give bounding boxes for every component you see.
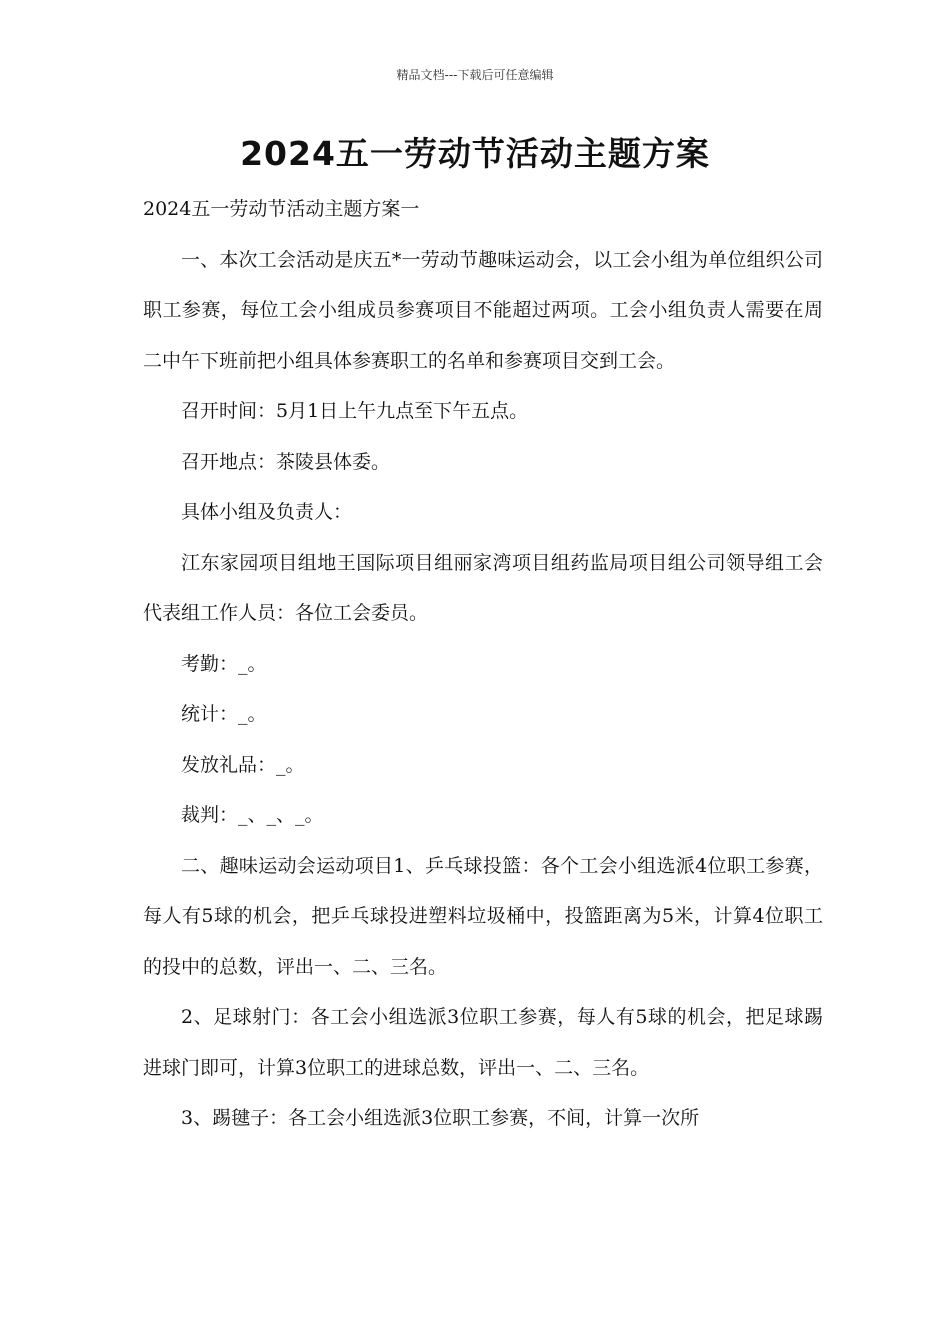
paragraph: 具体小组及负责人： bbox=[181, 501, 353, 523]
paragraph: 裁判：_、_、_。 bbox=[181, 804, 324, 826]
paragraph: 2、足球射门：各工会小组选派3位职工参赛，每人有5球的机会，把足球踢进球门即可，计算3位职工的进球总数，评出一、二、三名。 bbox=[143, 1006, 823, 1079]
paragraph: 召开时间：5月1日上午九点至下午五点。 bbox=[181, 400, 529, 422]
paragraph: 二、趣味运动会运动项目1、乒乓球投篮：各个工会小组选派4位职工参赛，每人有5球的机会，把乒乓球投进塑料垃圾桶中，投篮距离为5米，计算4位职工的投中的总数，评出一、二、三名。 bbox=[143, 854, 823, 978]
document-title: 2024五一劳动节活动主题方案 bbox=[240, 134, 710, 173]
paragraph: 考勤：_。 bbox=[181, 652, 267, 675]
paragraph: 召开地点：茶陵县体委。 bbox=[181, 450, 391, 473]
header-note: 精品文档---下载后可任意编辑 bbox=[396, 68, 554, 82]
paragraph: 发放礼品：_。 bbox=[181, 753, 305, 776]
paragraph: 一、本次工会活动是庆五*一劳动节趣味运动会，以工会小组为单位组织公司职工参赛，每位工会小组成员参赛项目不能超过两项。工会小组负责人需要在周二中午下班前把小组具体参赛职工的名单和参赛项目交到工会。 bbox=[143, 248, 823, 372]
paragraph: 江东家园项目组地王国际项目组丽家湾项目组药监局项目组公司领导组工会代表组工作人员：各位工会委员。 bbox=[143, 551, 823, 624]
paragraph: 2024五一劳动节活动主题方案一 bbox=[143, 198, 420, 220]
document-body bbox=[143, 184, 823, 1144]
paragraph: 3、踢毽子：各工会小组选派3位职工参赛，不间，计算一次所 bbox=[181, 1107, 700, 1129]
paragraph: 统计：_。 bbox=[181, 703, 267, 725]
